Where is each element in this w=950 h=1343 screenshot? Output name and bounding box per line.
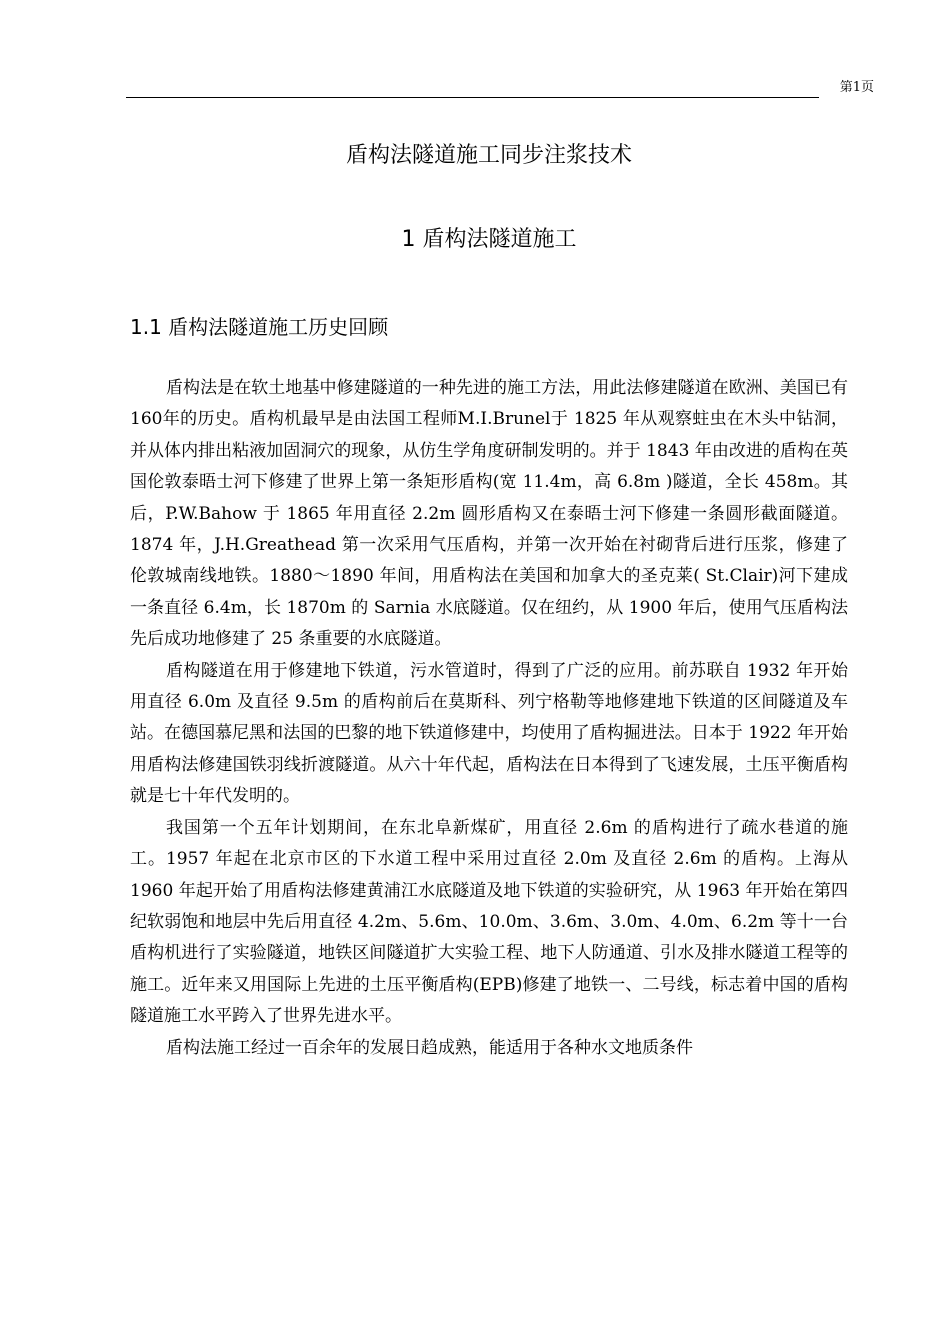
paragraph: 我国第一个五年计划期间，在东北阜新煤矿，用直径 2.6m 的盾构进行了疏水巷道的施工。1957 年起在北京市区的下水道工程中采用过直径 2.0m 及直径 2.6m 的盾构。上海从 1960 年起开始了用盾构法修建黄浦江水底隧道及地下铁道的实验研究，从 1963 年开始在第四纪软弱饱和地层中先后用直径 4.2m、5.6m、10.0m、3.6m、3.0m、4.0m、6.2m 等十一台盾构机进行了实验隧道，地铁区间隧道扩大实验工程、地下人防通道、引水及排水隧道工程等的施工。近年来又用国际上先进的土压平衡盾构(EPB)修建了地铁一、二号线，标志着中国的盾构隧道施工水平跨入了世界先进水平。 [130, 817, 848, 1027]
paragraph: 盾构法施工经过一百余年的发展日趋成熟，能适用于各种水文地质条件 [166, 1037, 693, 1058]
body-text [130, 373, 848, 1064]
section-heading: 1.1 盾构法隧道施工历史回顾 [130, 315, 389, 339]
chapter-heading: 1 盾构法隧道施工 [401, 227, 577, 252]
page-number: 第1页 [839, 80, 874, 95]
paragraph: 盾构法是在软土地基中修建隧道的一种先进的施工方法，用此法修建隧道在欧洲、美国已有160年的历史。盾构机最早是由法国工程师M.I.Brunel于 1825 年从观察蛀虫在木头中钻洞，并从体内排出粘液加固洞穴的现象，从仿生学角度研制发明的。并于 1843 年由改进的盾构在英国伦敦泰晤士河下修建了世界上第一条矩形盾构(宽 11.4m，高 6.8m )隧道，全长 458m。其后，P.W.Bahow 于 1865 年用直径 2.2m 圆形盾构又在泰晤士河下修建一条圆形截面隧道。1874 年，J.H.Greathead 第一次采用气压盾构，并第一次开始在衬砌背后进行压浆，修建了伦敦城南线地铁。1880～1890 年间，用盾构法在美国和加拿大的圣克莱( St.Clair)河下建成一条直径 6.4m，长 1870m 的 Sarnia 水底隧道。仅在纽约，从 1900 年后，使用气压盾构法先后成功地修建了 25 条重要的水底隧道。 [130, 378, 848, 650]
header-rule [126, 97, 819, 98]
document-title: 盾构法隧道施工同步注浆技术 [345, 143, 632, 168]
paragraph: 盾构隧道在用于修建地下铁道，污水管道时，得到了广泛的应用。前苏联自 1932 年开始用直径 6.0m 及直径 9.5m 的盾构前后在莫斯科、列宁格勒等地修建地下铁道的区间隧道及车站。在德国慕尼黑和法国的巴黎的地下铁道修建中，均使用了盾构掘进法。日本于 1922 年开始用盾构法修建国铁羽线折渡隧道。从六十年代起，盾构法在日本得到了飞速发展，土压平衡盾构就是七十年代发明的。 [130, 660, 848, 807]
page-header [126, 78, 874, 100]
